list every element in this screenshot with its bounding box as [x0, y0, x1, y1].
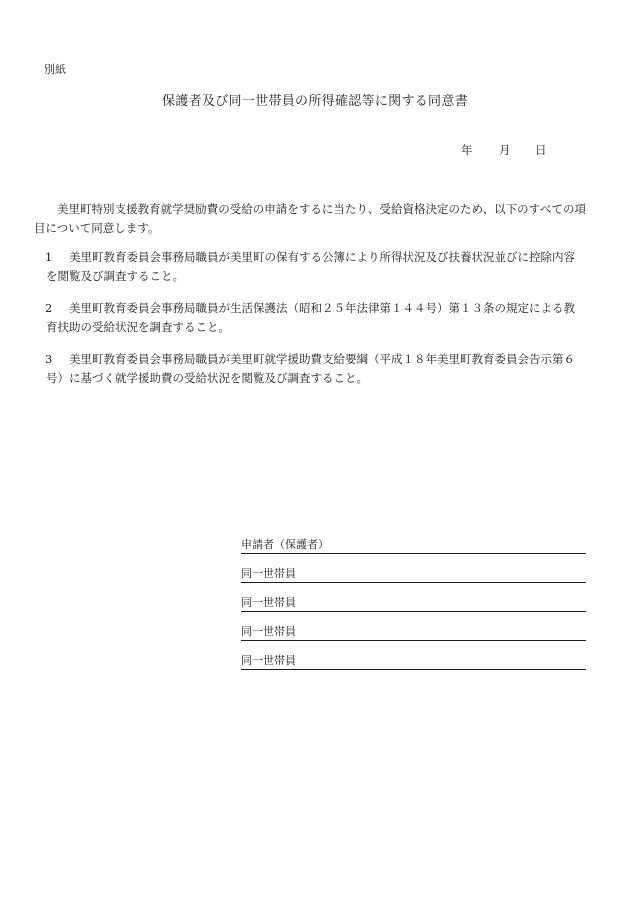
consent-item-1: [34, 248, 586, 286]
date-day-label: 日: [535, 143, 547, 157]
signature-label: 同一世帯員: [241, 625, 296, 638]
signature-line-household-member[interactable]: [241, 612, 586, 641]
document-title: 保護者及び同一世帯員の所得確認等に関する同意書: [162, 94, 468, 109]
attachment-label: 別紙: [44, 63, 66, 76]
signature-block: [241, 525, 586, 670]
date-month-label: 月: [499, 143, 511, 157]
signature-label: 同一世帯員: [241, 596, 296, 609]
item-text: 美里町教育委員会事務局職員が生活保護法（昭和２５年法律第１４４号）第１３条の規定による教育扶助の受給状況を調査すること。: [46, 301, 575, 334]
consent-items-list: [34, 248, 586, 401]
item-text: 美里町教育委員会事務局職員が美里町就学援助費支給要綱（平成１８年美里町教育委員会告示第６号）に基づく就学援助費の受給状況を閲覧及び調査すること。: [46, 352, 575, 385]
signature-label: 同一世帯員: [241, 567, 296, 580]
signature-line-household-member[interactable]: [241, 554, 586, 583]
signature-line-household-member[interactable]: [241, 583, 586, 612]
date-line: [0, 142, 630, 158]
signature-line-household-member[interactable]: [241, 641, 586, 670]
signature-line-applicant[interactable]: [241, 525, 586, 554]
signature-label: 申請者（保護者）: [241, 538, 329, 551]
item-number: 2: [45, 301, 53, 315]
date-year-label: 年: [461, 143, 473, 157]
signature-label: 同一世帯員: [241, 654, 296, 667]
consent-item-3: [34, 350, 586, 388]
item-text: 美里町教育委員会事務局職員が美里町の保有する公簿により所得状況及び扶養状況並びに控除内容を閲覧及び調査すること。: [46, 250, 575, 283]
consent-item-2: [34, 299, 586, 337]
item-number: 1: [45, 250, 53, 264]
consent-intro: 美里町特別支援教育就学奨励費の受給の申請をするに当たり、受給資格決定のため、以下のすべての項目について同意します。: [34, 201, 586, 235]
item-number: 3: [45, 352, 53, 366]
